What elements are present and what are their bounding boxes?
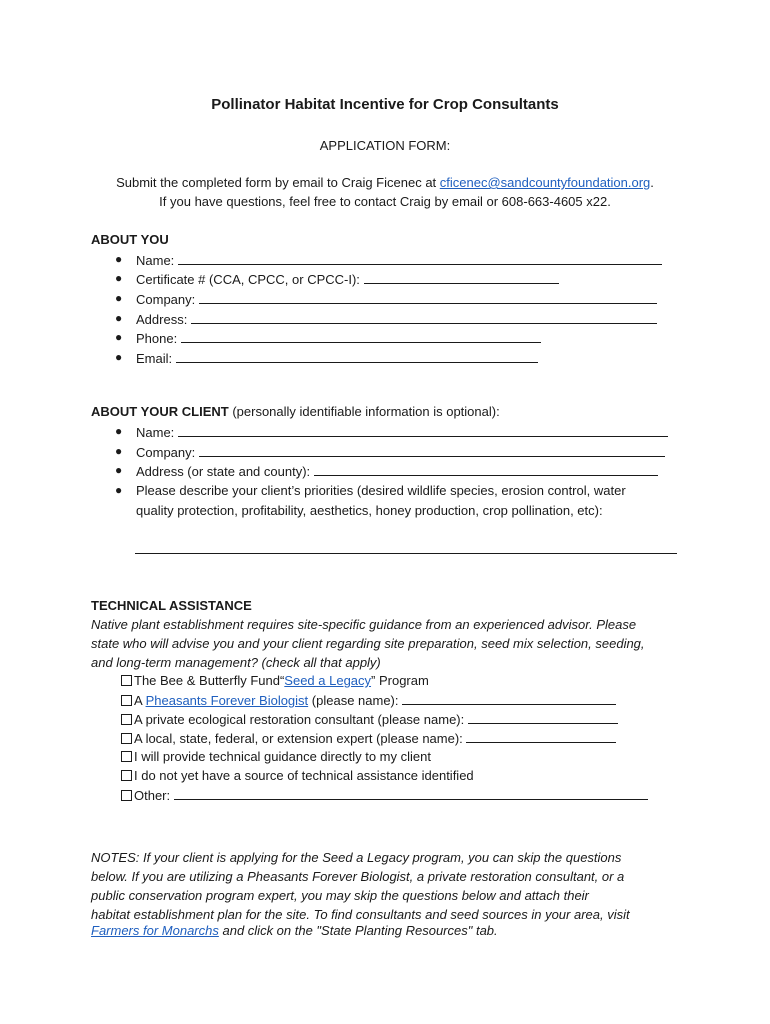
notes-line-4: habitat establishment plan for the site. To find consultants and seed sources in your area, visit (91, 907, 630, 922)
checkbox-other[interactable] (121, 790, 132, 801)
option-no-source (121, 768, 474, 783)
option-self-guidance-text: I will provide technical guidance directly to my client (134, 749, 431, 764)
you-phone-input[interactable] (181, 330, 541, 343)
client-name-field (136, 424, 668, 440)
option-self-guidance (121, 749, 431, 764)
you-phone-label: Phone: (136, 331, 178, 346)
intro-line-2: If you have questions, feel free to contact Craig by email or 608-663-4605 x22. (159, 194, 611, 209)
client-name-label: Name: (136, 425, 175, 440)
bullet-icon: ● (115, 311, 123, 325)
private-consultant-name-input[interactable] (468, 711, 618, 724)
checkbox-private-consultant[interactable] (121, 714, 132, 725)
pheasants-forever-name-input[interactable] (402, 692, 616, 705)
extension-expert-name-input[interactable] (466, 730, 616, 743)
notes-line-5 (91, 923, 498, 938)
technical-intro-line-3: and long-term management? (check all that apply) (91, 655, 381, 670)
technical-intro-line-2: state who will advise you and your client regarding site preparation, seed mix selection, seeding, (91, 636, 645, 651)
you-name-input[interactable] (178, 252, 662, 265)
you-certificate-input[interactable] (364, 271, 559, 284)
client-company-label: Company: (136, 445, 196, 460)
option-seed-a-legacy-text: The Bee & Butterfly Fund“ (134, 673, 285, 688)
you-name-field (136, 252, 662, 268)
client-priorities-input[interactable] (135, 553, 677, 554)
about-client-note: (personally identifiable information is optional): (228, 404, 500, 419)
bullet-icon: ● (115, 463, 123, 477)
you-company-label: Company: (136, 292, 196, 307)
farmers-for-monarchs-link[interactable]: Farmers for Monarchs (91, 923, 219, 938)
about-you-heading: ABOUT YOU (91, 232, 169, 247)
notes-last-suffix: and click on the "State Planting Resources" tab. (218, 923, 498, 938)
bullet-icon: ● (115, 291, 123, 305)
option-pheasants-forever (121, 692, 616, 708)
client-address-field (136, 463, 658, 479)
pheasants-forever-link[interactable]: Pheasants Forever Biologist (145, 693, 309, 708)
client-priorities-line-2: quality protection, profitability, aesthetics, honey production, crop pollination, etc): (136, 503, 603, 518)
option-pheasants-forever-prefix: A (134, 693, 146, 708)
checkbox-self-guidance[interactable] (121, 751, 132, 762)
you-address-field (136, 311, 657, 327)
option-other (121, 787, 648, 803)
intro-line-1 (0, 175, 770, 190)
option-other-text: Other: (134, 788, 171, 803)
contact-email-link[interactable]: cficenec@sandcountyfoundation.org (439, 175, 651, 190)
bullet-icon: ● (115, 252, 123, 266)
other-input[interactable] (174, 787, 648, 800)
you-email-input[interactable] (176, 350, 538, 363)
bullet-icon: ● (115, 330, 123, 344)
option-seed-a-legacy (121, 673, 429, 688)
client-name-input[interactable] (178, 424, 668, 437)
seed-a-legacy-link[interactable]: Seed a Legacy (284, 673, 372, 688)
you-certificate-field (136, 271, 559, 287)
you-name-label: Name: (136, 253, 175, 268)
bullet-icon: ● (115, 444, 123, 458)
you-certificate-label: Certificate # (CCA, CPCC, or CPCC-I): (136, 272, 360, 287)
notes-line-3: public conservation program expert, you may skip the questions below and attach their (91, 888, 589, 903)
you-company-input[interactable] (199, 291, 657, 304)
checkbox-no-source[interactable] (121, 770, 132, 781)
you-address-input[interactable] (191, 311, 657, 324)
bullet-icon: ● (115, 271, 123, 285)
intro-text: Submit the completed form by email to Craig Ficenec at (116, 175, 440, 190)
you-company-field (136, 291, 657, 307)
form-subtitle: APPLICATION FORM: (319, 138, 451, 153)
client-priorities-line-1: Please describe your client’s priorities (desired wildlife species, erosion control, water (136, 483, 626, 498)
technical-heading: TECHNICAL ASSISTANCE (91, 598, 252, 613)
notes-line-1: NOTES: If your client is applying for the Seed a Legacy program, you can skip the questions (91, 850, 622, 865)
you-address-label: Address: (136, 312, 188, 327)
bullet-icon: ● (115, 424, 123, 438)
option-pheasants-forever-suffix: (please name): (308, 693, 399, 708)
checkbox-extension-expert[interactable] (121, 733, 132, 744)
about-client-heading (91, 404, 500, 419)
client-company-input[interactable] (199, 444, 665, 457)
client-address-label: Address (or state and county): (136, 464, 311, 479)
option-extension-expert (121, 730, 616, 746)
checkbox-pheasants-forever[interactable] (121, 695, 132, 706)
client-company-field (136, 444, 665, 460)
page-title: Pollinator Habitat Incentive for Crop Consultants (211, 96, 559, 113)
about-client-title: ABOUT YOUR CLIENT (91, 404, 229, 419)
technical-intro-line-1: Native plant establishment requires site-specific guidance from an experienced advisor. Please (91, 617, 637, 632)
bullet-icon: ● (115, 483, 123, 497)
option-no-source-text: I do not yet have a source of technical assistance identified (134, 768, 474, 783)
you-phone-field (136, 330, 541, 346)
option-private-consultant-text: A private ecological restoration consultant (please name): (134, 712, 465, 727)
bullet-icon: ● (115, 350, 123, 364)
you-email-field (136, 350, 538, 366)
option-seed-a-legacy-suffix: ” Program (371, 673, 429, 688)
intro-period: . (650, 175, 654, 190)
client-address-input[interactable] (314, 463, 658, 476)
you-email-label: Email: (136, 351, 173, 366)
option-extension-expert-text: A local, state, federal, or extension expert (please name): (134, 731, 463, 746)
option-private-consultant (121, 711, 618, 727)
checkbox-seed-a-legacy[interactable] (121, 675, 132, 686)
notes-line-2: below. If you are utilizing a Pheasants Forever Biologist, a private restoration consultant, or a (91, 869, 625, 884)
